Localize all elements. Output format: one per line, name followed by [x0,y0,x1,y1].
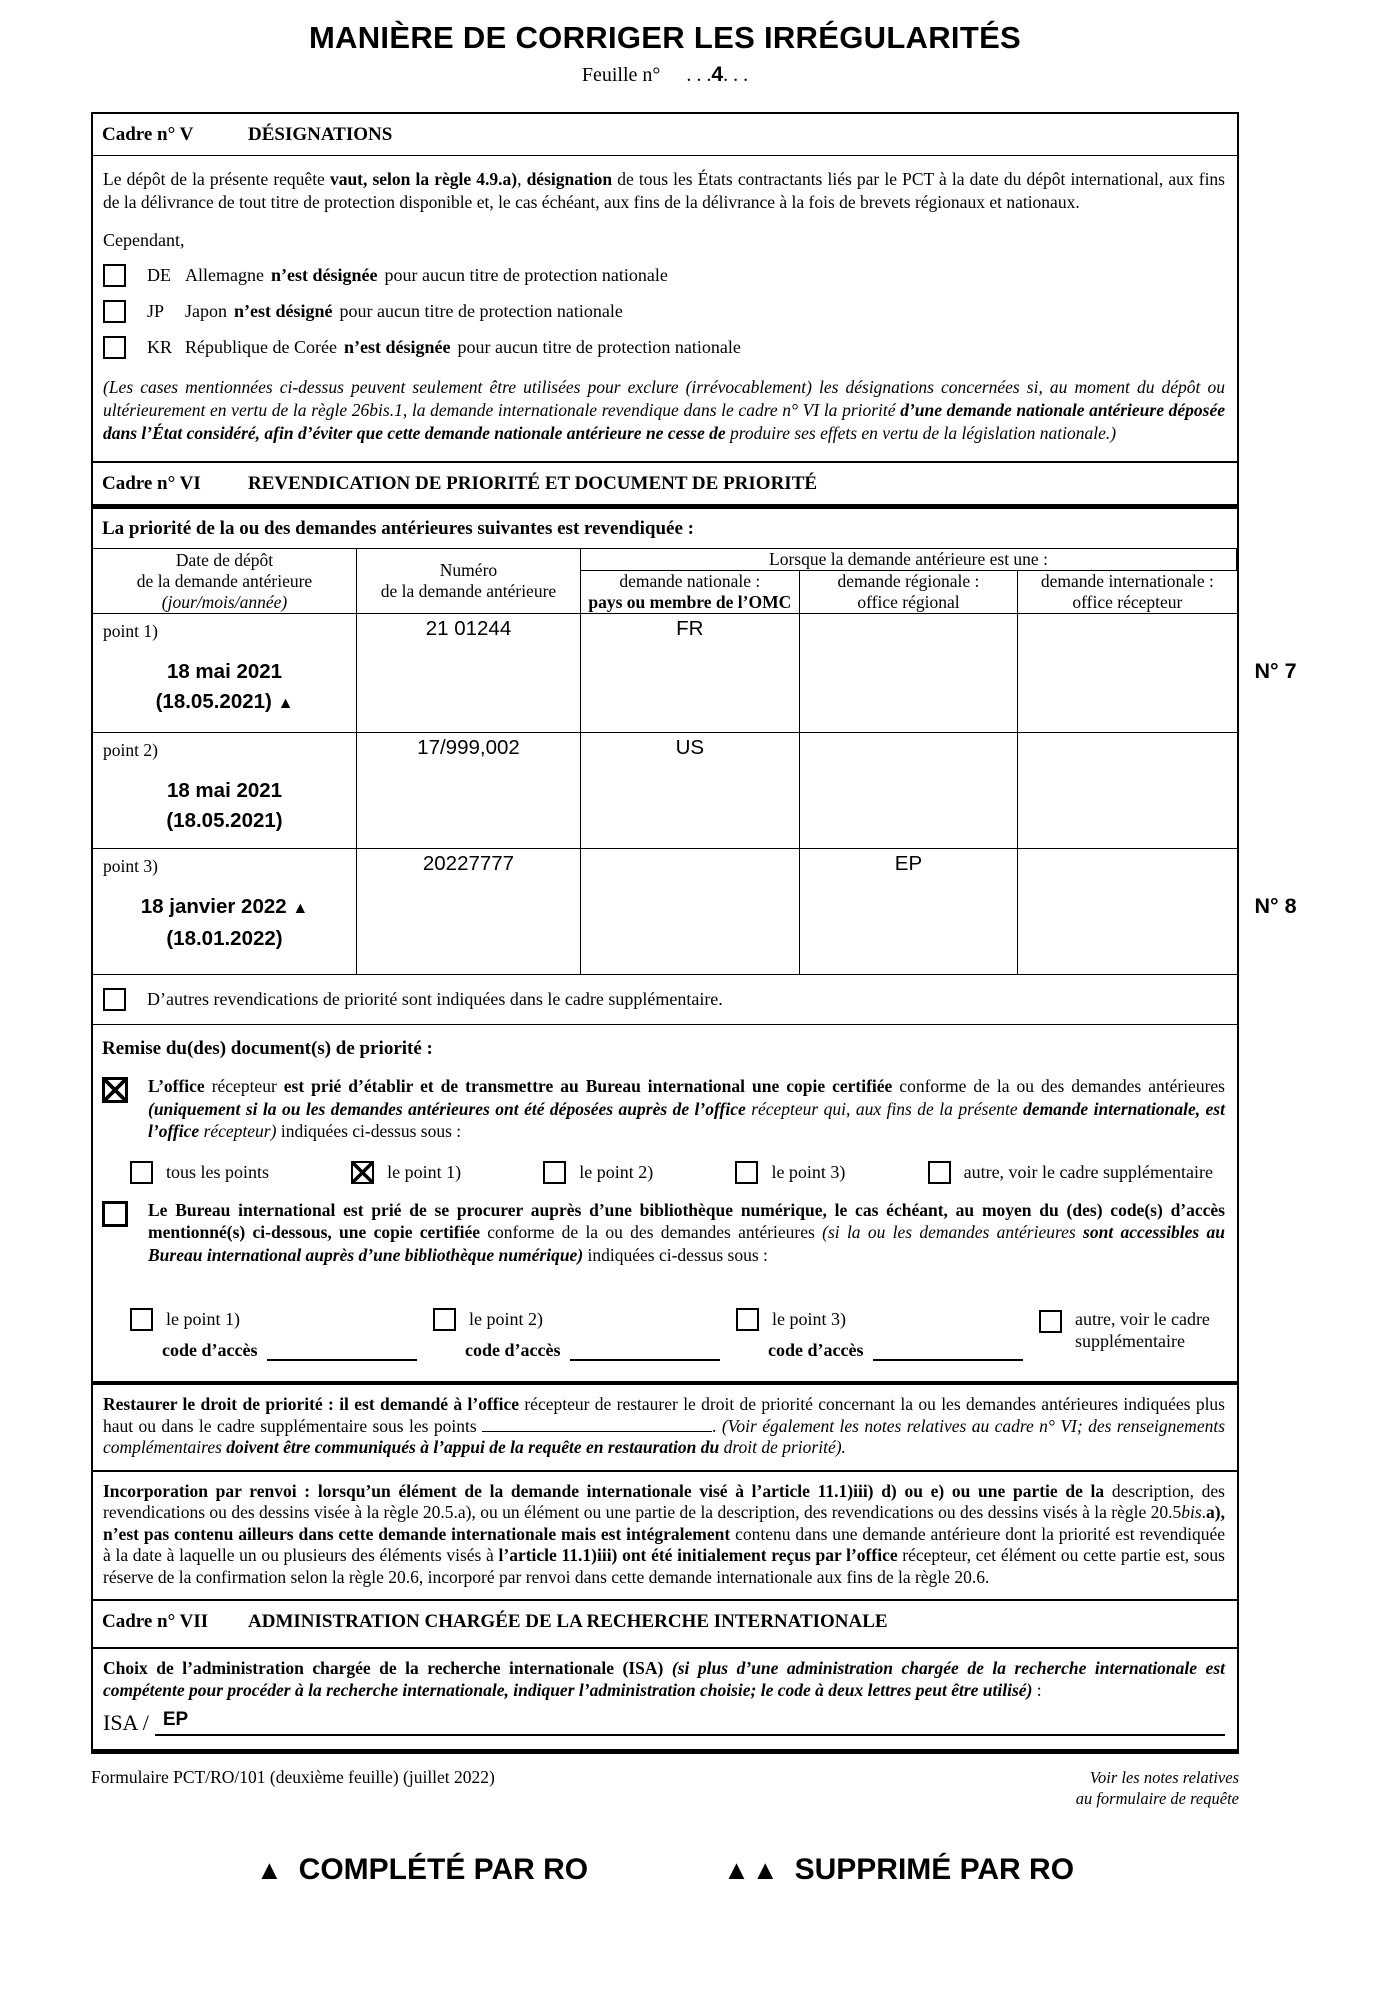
sheet-dots-left: . . . [686,64,712,86]
number-cell: 17/999,002 [357,733,581,849]
designation-row-de [103,264,1225,287]
international-cell [1018,733,1237,849]
col-header-date: Date de dépôt de la demande antérieure (jour/mois/année) [93,549,357,614]
sheet-number-line [91,63,1239,87]
checkbox-autre-2[interactable] [1039,1310,1062,1333]
option-b-autre: autre, voir le cadre supplémentaire [1039,1308,1210,1361]
deleted-by-ro: ▲▲ SUPPRIMÉ PAR RO [723,1853,1075,1886]
checkbox-office-recepteur[interactable] [102,1077,128,1103]
cadre-vii-header [93,1601,1237,1647]
cadre-vii-title: ADMINISTRATION CHARGÉE DE LA RECHERCHE INTERNATIONALE [248,1611,888,1632]
option-autre-1: autre, voir le cadre supplémentaire [928,1161,1213,1184]
country-code: KR [147,337,173,357]
code-access-field-3[interactable] [873,1340,1023,1361]
priority-box [91,509,1297,1385]
regional-cell [799,733,1018,849]
blank-field[interactable] [482,1418,712,1432]
checkbox-autre-1[interactable] [928,1161,951,1184]
form-footer [91,1767,1239,1809]
option-b-point-1: le point 1) code d’accès [130,1308,433,1361]
cadre-vii-header-box [91,1601,1239,1649]
cadre-vi-header [93,463,1237,504]
footer-note: Voir les notes relatives au formulaire de requête [1075,1768,1239,1808]
checkbox-le-point-3[interactable] [735,1161,758,1184]
country-code: JP [147,301,165,321]
checkbox-b-point-3[interactable] [736,1308,759,1331]
date-cell: point 3) 18 janvier 2022 ▲ (18.01.2022) [93,849,357,975]
incorporation-text: Incorporation par renvoi : lorsqu’un élément de la demande internationale visé à l’article 11.1)iii) d) ou e) ou une partie de la description, des revendications ou des dessins visée à la règle 20.5.a), ou un élément ou une partie de la description, des revendications ou des dessins visés à la règle 20.5bis.a), n’est pas contenu ailleurs dans cette demande internationale mais est intégralement contenu dans une demande antérieure dont la priorité est revendiquée à la date à laquelle un ou plusieurs des éléments visés à l’article 11.1)iii) ont été initialement reçus par l’office récepteur, cet élément ou cette partie est, sous réserve de la confirmation selon la règle 20.6, incorporé par renvoi dans cette demande internationale aux fins de la règle 20.6. [103,1480,1225,1587]
code-access-line: code d’accès [768,1340,1039,1361]
country-name: Allemagne [185,265,264,285]
priority-heading: La priorité de la ou des demandes antérieures suivantes est revendiquée : [93,509,1237,549]
designation-rest: pour aucun titre de protection nationale [457,337,741,357]
cadre-v-box [91,112,1239,463]
completed-by-ro-triangle: ▲ [277,695,294,712]
designation-rest: pour aucun titre de protection nationale [384,265,668,285]
isa-label: ISA / [103,1710,149,1735]
number-cell: 20227777 [357,849,581,975]
other-priority-claims-text: D’autres revendications de priorité sont indiquées dans le cadre supplémentaire. [147,989,723,1009]
designation-row-kr [103,336,1225,359]
checkbox-b-point-2[interactable] [433,1308,456,1331]
checkbox-b-point-1[interactable] [130,1308,153,1331]
sheet-number: 4 [711,63,724,86]
page-title: MANIÈRE DE CORRIGER LES IRRÉGULARITÉS [308,20,1022,55]
ro-legend [91,1853,1239,1887]
checkbox-le-point-1[interactable] [351,1161,374,1184]
remise-heading: Remise du(des) document(s) de priorité : [102,1038,433,1059]
remise-item-office-text: L’office récepteur est prié d’établir et de transmettre au Bureau international une copie certifiée conforme de la ou des demandes antérieures (uniquement si la ou les demandes antérieures ont été déposées auprès de l’office récepteur qui, aux fins de la présente demande internationale, est l’office récepteur) indiquées ci-dessus sous : [148,1076,1225,1141]
sheet-dots-right: . . . [723,64,749,86]
col-header-regional: demande régionale : office régional [799,571,1018,614]
regional-cell: EP [799,849,1018,975]
code-access-field-1[interactable] [267,1340,417,1361]
option-le-point-1: le point 1) [351,1161,461,1184]
international-cell [1018,614,1297,733]
cadre-v-label: Cadre n° V [102,124,194,145]
national-cell [580,849,799,975]
remise-options-row-2 [130,1308,1225,1381]
not-designated-bold: n’est désignée [270,265,378,285]
isa-line [103,1709,1225,1736]
cependant-text: Cependant, [103,230,185,250]
priority-row-1 [93,614,1237,733]
col-header-group: Lorsque la demande antérieure est une : [580,549,1236,571]
priority-row-2 [93,733,1237,849]
sheet-label: Feuille n° [581,64,661,86]
cadre-vi-label: Cadre n° VI [102,473,201,494]
checkbox-jp-not-designated[interactable] [103,300,126,323]
priority-table [93,549,1297,975]
code-access-line: code d’accès [162,1340,433,1361]
checkbox-kr-not-designated[interactable] [103,336,126,359]
incorporation-box [91,1472,1239,1602]
triangle-icon: ▲ [255,1855,285,1885]
code-access-line: code d’accès [465,1340,736,1361]
checkbox-le-point-2[interactable] [543,1161,566,1184]
col-header-national: demande nationale : pays ou membre de l’OMC [580,571,799,614]
not-designated-bold: n’est désignée [343,337,451,357]
option-b-point-3: le point 3) code d’accès [736,1308,1039,1361]
margin-note-n8: N° 8 [1254,894,1297,918]
national-cell: FR [580,614,799,733]
margin-note-n7: N° 7 [1254,659,1297,683]
checkbox-de-not-designated[interactable] [103,264,126,287]
checkbox-bureau-international[interactable] [102,1201,128,1227]
date-cell: point 1) 18 mai 2021 (18.05.2021) ▲ [93,614,357,733]
remise-options-row-1 [130,1161,1213,1184]
cadre-vii-label: Cadre n° VII [102,1611,209,1632]
country-name: Japon [185,301,227,321]
national-cell: US [580,733,799,849]
country-name: République de Corée [185,337,337,357]
checkbox-other-priority-claims[interactable] [103,988,126,1011]
cadre-vi-title: REVENDICATION DE PRIORITÉ ET DOCUMENT DE PRIORITÉ [248,473,818,494]
code-access-field-2[interactable] [570,1340,720,1361]
designations-note: (Les cases mentionnées ci-dessus peuvent seulement être utilisées pour exclure (irrévocablement) les désignations concernées si, au moment du dépôt ou ultérieurement en vertu de la règle 26bis.1, la demande internationale revendique dans le cadre n° VI la priorité d’une demande nationale antérieure déposée dans l’État considéré, afin d’éviter que cette demande nationale antérieure ne cesse de produire ses effets en vertu de la législation nationale.) [103,377,1225,443]
option-le-point-2: le point 2) [543,1161,653,1184]
cadre-vi-header-box [91,463,1239,509]
designations-paragraph: Le dépôt de la présente requête vaut, selon la règle 4.9.a), désignation de tous les États contractants liés par le PCT à la date du dépôt international, aux fins de la délivrance de tout titre de protection disponible et, le cas échéant, aux fins de la délivrance à la fois de brevets régionaux et nationaux. [103,169,1225,212]
isa-field[interactable]: EP [155,1709,1225,1736]
priority-row-3 [93,849,1237,975]
checkbox-tous-les-points[interactable] [130,1161,153,1184]
remise-item-bureau-text: Le Bureau international est prié de se procurer auprès d’une bibliothèque numérique, le cas échéant, au moyen du (des) code(s) d’accès mentionné(s) ci-dessous, une copie certifiée conforme de la ou des demandes antérieures (si la ou les demandes antérieures sont accessibles au Bureau international auprès d’une bibliothèque numérique) indiquées ci-dessus sous : [148,1199,1225,1265]
col-header-international: demande internationale : office récepteur [1018,571,1237,614]
designation-row-jp [103,300,1225,323]
cadre-vii-content-box [91,1649,1239,1754]
isa-choice-text: Choix de l’administration chargée de la recherche internationale (ISA) (si plus d’une administration chargée de la recherche internationale est compétente pour procéder à la recherche internationale, indiquer l’administration choisie; le code à deux lettres peut être utilisé) : [103,1658,1225,1700]
date-cell: point 2) 18 mai 2021 (18.05.2021) [93,733,357,849]
regional-cell [799,614,1018,733]
form-reference: Formulaire PCT/RO/101 (deuxième feuille) (juillet 2022) [91,1767,495,1787]
other-priority-claims-row [93,975,1237,1025]
not-designated-bold: n’est désigné [234,301,333,321]
form-page [91,0,1297,1887]
country-code: DE [147,265,171,285]
col-header-number: Numéro de la demande antérieure [357,549,581,614]
remise-item-bureau [102,1199,1225,1267]
completed-by-ro-triangle: ▲ [292,900,309,917]
option-le-point-3: le point 3) [735,1161,845,1184]
option-tous-les-points: tous les points [130,1161,269,1184]
restore-priority-text: Restaurer le droit de priorité : il est demandé à l’office récepteur de restaurer le droit de priorité concernant la ou les demandes antérieures indiquées plus haut ou dans le cadre supplémentaire sous les points . (Voir également les notes relatives au cadre n° VI; des renseignements complémentaires doivent être communiqués à l’appui de la requête en restauration du droit de priorité). [103,1394,1226,1457]
designation-rest: pour aucun titre de protection nationale [339,301,623,321]
option-b-point-2: le point 2) code d’accès [433,1308,736,1361]
cadre-v-title: DÉSIGNATIONS [248,124,393,145]
restore-priority-box [91,1385,1239,1472]
remise-item-office [102,1075,1225,1143]
completed-by-ro: ▲ COMPLÉTÉ PAR RO [255,1853,589,1886]
cadre-v-header [93,114,1237,156]
number-cell: 21 01244 [357,614,581,733]
double-triangle-icon: ▲▲ [723,1855,781,1885]
international-cell [1018,849,1297,975]
